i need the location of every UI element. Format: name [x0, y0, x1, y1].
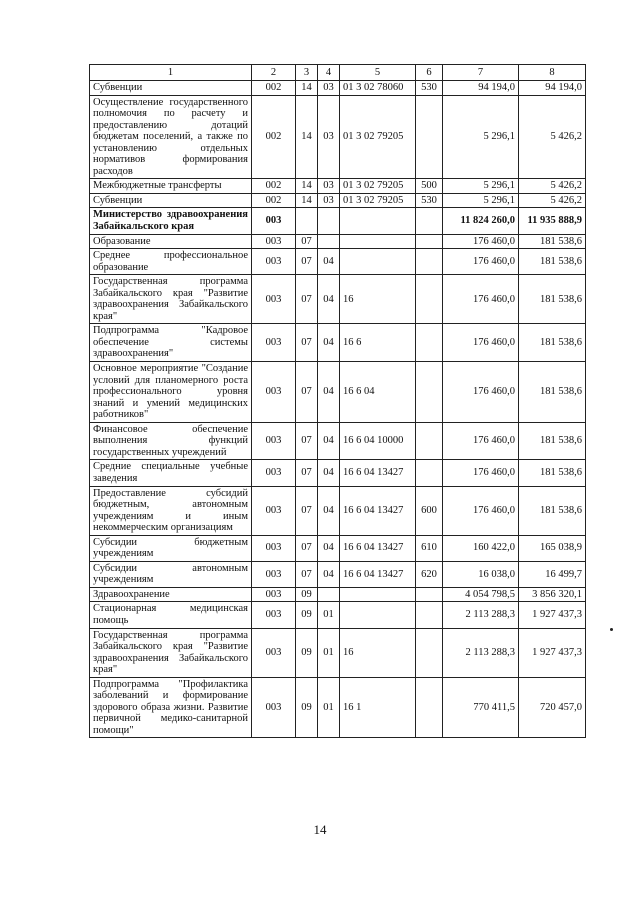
- target-article-cell: 01 3 02 79205: [340, 179, 416, 194]
- margin-mark: [610, 628, 613, 631]
- amount-col8-cell: 181 538,6: [519, 422, 586, 460]
- table-row: [90, 422, 586, 460]
- admin-code-cell: 002: [252, 179, 296, 194]
- target-article-cell: [340, 587, 416, 602]
- amount-col7-cell: 94 194,0: [443, 81, 519, 96]
- admin-code-cell: 002: [252, 95, 296, 179]
- amount-col8-cell: 94 194,0: [519, 81, 586, 96]
- subsection-code-cell: 03: [318, 95, 340, 179]
- amount-col8-cell: 165 038,9: [519, 535, 586, 561]
- table-header-row: [90, 65, 586, 81]
- amount-col8-cell: 181 538,6: [519, 460, 586, 486]
- subsection-code-cell: 04: [318, 460, 340, 486]
- subsection-code-cell: [318, 208, 340, 234]
- row-name-cell: Подпрограмма "Кадровое обеспечение системы здравоохранения": [90, 324, 252, 362]
- admin-code-cell: 003: [252, 535, 296, 561]
- table-row: [90, 587, 586, 602]
- header-cell: 8: [519, 65, 586, 81]
- expense-type-cell: 610: [416, 535, 443, 561]
- amount-col8-cell: 720 457,0: [519, 677, 586, 738]
- amount-col7-cell: 16 038,0: [443, 561, 519, 587]
- target-article-cell: 16 6 04 13427: [340, 460, 416, 486]
- subsection-code-cell: 04: [318, 324, 340, 362]
- section-code-cell: 07: [296, 422, 318, 460]
- table-row: [90, 324, 586, 362]
- amount-col8-cell: 3 856 320,1: [519, 587, 586, 602]
- row-name-cell: Средние специальные учебные заведения: [90, 460, 252, 486]
- row-name-cell: Стационарная медицинская помощь: [90, 602, 252, 628]
- row-name-cell: Государственная программа Забайкальского края "Развитие здравоохранения Забайкальского края": [90, 628, 252, 677]
- table-row: [90, 602, 586, 628]
- amount-col7-cell: 176 460,0: [443, 234, 519, 249]
- expense-type-cell: 620: [416, 561, 443, 587]
- row-name-cell: Межбюджетные трансферты: [90, 179, 252, 194]
- target-article-cell: [340, 249, 416, 275]
- table-row: [90, 95, 586, 179]
- admin-code-cell: 003: [252, 602, 296, 628]
- expense-type-cell: [416, 677, 443, 738]
- header-cell: 7: [443, 65, 519, 81]
- subsection-code-cell: 04: [318, 249, 340, 275]
- admin-code-cell: 003: [252, 587, 296, 602]
- expense-type-cell: [416, 324, 443, 362]
- subsection-code-cell: 01: [318, 628, 340, 677]
- header-cell: 6: [416, 65, 443, 81]
- admin-code-cell: 002: [252, 81, 296, 96]
- row-name-cell: Субсидии бюджетным учреждениям: [90, 535, 252, 561]
- target-article-cell: [340, 208, 416, 234]
- target-article-cell: 16 6 04 10000: [340, 422, 416, 460]
- section-code-cell: [296, 208, 318, 234]
- section-code-cell: 14: [296, 95, 318, 179]
- row-name-cell: Субвенции: [90, 193, 252, 208]
- row-name-cell: Осуществление государственного полномочия по расчету и предоставлению дотаций бюджетам поселений, а также по установлению отдельных нормативов формирования расходов: [90, 95, 252, 179]
- table-row: [90, 460, 586, 486]
- row-name-cell: Государственная программа Забайкальского края "Развитие здравоохранения Забайкальского края": [90, 275, 252, 324]
- target-article-cell: 01 3 02 79205: [340, 193, 416, 208]
- section-code-cell: 07: [296, 460, 318, 486]
- expense-type-cell: [416, 422, 443, 460]
- expense-type-cell: [416, 587, 443, 602]
- target-article-cell: 16 6 04 13427: [340, 535, 416, 561]
- row-name-cell: Министерство здравоохранения Забайкальского края: [90, 208, 252, 234]
- table-row: [90, 275, 586, 324]
- table-row: [90, 81, 586, 96]
- amount-col7-cell: 176 460,0: [443, 422, 519, 460]
- table-row: [90, 193, 586, 208]
- amount-col8-cell: 181 538,6: [519, 324, 586, 362]
- amount-col7-cell: 160 422,0: [443, 535, 519, 561]
- page-number: 14: [313, 822, 327, 837]
- target-article-cell: 16 6: [340, 324, 416, 362]
- admin-code-cell: 003: [252, 208, 296, 234]
- table-row: [90, 179, 586, 194]
- expense-type-cell: [416, 362, 443, 423]
- amount-col7-cell: 5 296,1: [443, 179, 519, 194]
- target-article-cell: [340, 602, 416, 628]
- target-article-cell: [340, 234, 416, 249]
- section-code-cell: 14: [296, 81, 318, 96]
- expense-type-cell: 530: [416, 81, 443, 96]
- subsection-code-cell: 01: [318, 677, 340, 738]
- amount-col7-cell: 770 411,5: [443, 677, 519, 738]
- table-row: [90, 677, 586, 738]
- amount-col8-cell: 5 426,2: [519, 179, 586, 194]
- amount-col7-cell: 176 460,0: [443, 486, 519, 535]
- subsection-code-cell: 04: [318, 362, 340, 423]
- admin-code-cell: 002: [252, 193, 296, 208]
- amount-col8-cell: 1 927 437,3: [519, 628, 586, 677]
- amount-col7-cell: 2 113 288,3: [443, 628, 519, 677]
- target-article-cell: 01 3 02 78060: [340, 81, 416, 96]
- header-cell: 2: [252, 65, 296, 81]
- expense-type-cell: 600: [416, 486, 443, 535]
- section-code-cell: 07: [296, 486, 318, 535]
- amount-col8-cell: 181 538,6: [519, 486, 586, 535]
- admin-code-cell: 003: [252, 362, 296, 423]
- expense-type-cell: [416, 249, 443, 275]
- row-name-cell: Здравоохранение: [90, 587, 252, 602]
- table-body: [90, 81, 586, 738]
- expense-type-cell: [416, 628, 443, 677]
- amount-col7-cell: 5 296,1: [443, 193, 519, 208]
- row-name-cell: Финансовое обеспечение выполнения функций государственных учреждений: [90, 422, 252, 460]
- table-row: [90, 234, 586, 249]
- target-article-cell: 16 6 04 13427: [340, 561, 416, 587]
- section-code-cell: 07: [296, 275, 318, 324]
- admin-code-cell: 003: [252, 486, 296, 535]
- target-article-cell: 16 6 04 13427: [340, 486, 416, 535]
- header-cell: 1: [90, 65, 252, 81]
- section-code-cell: 09: [296, 628, 318, 677]
- admin-code-cell: 003: [252, 677, 296, 738]
- header-cell: 5: [340, 65, 416, 81]
- row-name-cell: Субсидии автономным учреждениям: [90, 561, 252, 587]
- admin-code-cell: 003: [252, 628, 296, 677]
- expense-type-cell: 500: [416, 179, 443, 194]
- amount-col7-cell: 176 460,0: [443, 460, 519, 486]
- amount-col7-cell: 176 460,0: [443, 249, 519, 275]
- amount-col7-cell: 176 460,0: [443, 324, 519, 362]
- row-name-cell: Основное мероприятие "Создание условий для планомерного роста профессионального уровня знаний и умений медицинских работников": [90, 362, 252, 423]
- amount-col7-cell: 5 296,1: [443, 95, 519, 179]
- table-row: [90, 362, 586, 423]
- row-name-cell: Образование: [90, 234, 252, 249]
- header-cell: 4: [318, 65, 340, 81]
- amount-col7-cell: 176 460,0: [443, 275, 519, 324]
- admin-code-cell: 003: [252, 561, 296, 587]
- expense-type-cell: [416, 275, 443, 324]
- amount-col7-cell: 176 460,0: [443, 362, 519, 423]
- table-row: [90, 561, 586, 587]
- table-row: [90, 628, 586, 677]
- subsection-code-cell: 01: [318, 602, 340, 628]
- target-article-cell: 16 6 04: [340, 362, 416, 423]
- target-article-cell: 16: [340, 628, 416, 677]
- subsection-code-cell: 04: [318, 422, 340, 460]
- amount-col8-cell: 11 935 888,9: [519, 208, 586, 234]
- amount-col8-cell: 5 426,2: [519, 95, 586, 179]
- expense-type-cell: [416, 460, 443, 486]
- section-code-cell: 07: [296, 234, 318, 249]
- subsection-code-cell: 04: [318, 535, 340, 561]
- subsection-code-cell: 04: [318, 561, 340, 587]
- expense-type-cell: 530: [416, 193, 443, 208]
- subsection-code-cell: 04: [318, 486, 340, 535]
- section-code-cell: 09: [296, 677, 318, 738]
- subsection-code-cell: 03: [318, 179, 340, 194]
- table-row: [90, 208, 586, 234]
- amount-col8-cell: 181 538,6: [519, 362, 586, 423]
- section-code-cell: 07: [296, 324, 318, 362]
- amount-col7-cell: 11 824 260,0: [443, 208, 519, 234]
- section-code-cell: 07: [296, 535, 318, 561]
- row-name-cell: Подпрограмма "Профилактика заболеваний и формирование здорового образа жизни. Развитие первичной медико-санитарной помощи": [90, 677, 252, 738]
- row-name-cell: Субвенции: [90, 81, 252, 96]
- row-name-cell: Предоставление субсидий бюджетным, автономным учреждениям и иным некоммерческим организациям: [90, 486, 252, 535]
- admin-code-cell: 003: [252, 234, 296, 249]
- expense-type-cell: [416, 602, 443, 628]
- section-code-cell: 14: [296, 179, 318, 194]
- amount-col8-cell: 181 538,6: [519, 275, 586, 324]
- table-row: [90, 249, 586, 275]
- amount-col8-cell: 5 426,2: [519, 193, 586, 208]
- admin-code-cell: 003: [252, 249, 296, 275]
- section-code-cell: 07: [296, 249, 318, 275]
- admin-code-cell: 003: [252, 324, 296, 362]
- amount-col7-cell: 4 054 798,5: [443, 587, 519, 602]
- row-name-cell: Среднее профессиональное образование: [90, 249, 252, 275]
- target-article-cell: 01 3 02 79205: [340, 95, 416, 179]
- section-code-cell: 09: [296, 602, 318, 628]
- expense-type-cell: [416, 234, 443, 249]
- table-row: [90, 486, 586, 535]
- section-code-cell: 14: [296, 193, 318, 208]
- amount-col8-cell: 1 927 437,3: [519, 602, 586, 628]
- amount-col8-cell: 181 538,6: [519, 234, 586, 249]
- header-cell: 3: [296, 65, 318, 81]
- admin-code-cell: 003: [252, 460, 296, 486]
- subsection-code-cell: 03: [318, 81, 340, 96]
- section-code-cell: 09: [296, 587, 318, 602]
- target-article-cell: 16: [340, 275, 416, 324]
- subsection-code-cell: [318, 587, 340, 602]
- admin-code-cell: 003: [252, 422, 296, 460]
- section-code-cell: 07: [296, 561, 318, 587]
- amount-col8-cell: 16 499,7: [519, 561, 586, 587]
- amount-col8-cell: 181 538,6: [519, 249, 586, 275]
- section-code-cell: 07: [296, 362, 318, 423]
- budget-table: [89, 64, 586, 738]
- expense-type-cell: [416, 95, 443, 179]
- subsection-code-cell: [318, 234, 340, 249]
- admin-code-cell: 003: [252, 275, 296, 324]
- amount-col7-cell: 2 113 288,3: [443, 602, 519, 628]
- target-article-cell: 16 1: [340, 677, 416, 738]
- expense-type-cell: [416, 208, 443, 234]
- table-row: [90, 535, 586, 561]
- subsection-code-cell: 04: [318, 275, 340, 324]
- subsection-code-cell: 03: [318, 193, 340, 208]
